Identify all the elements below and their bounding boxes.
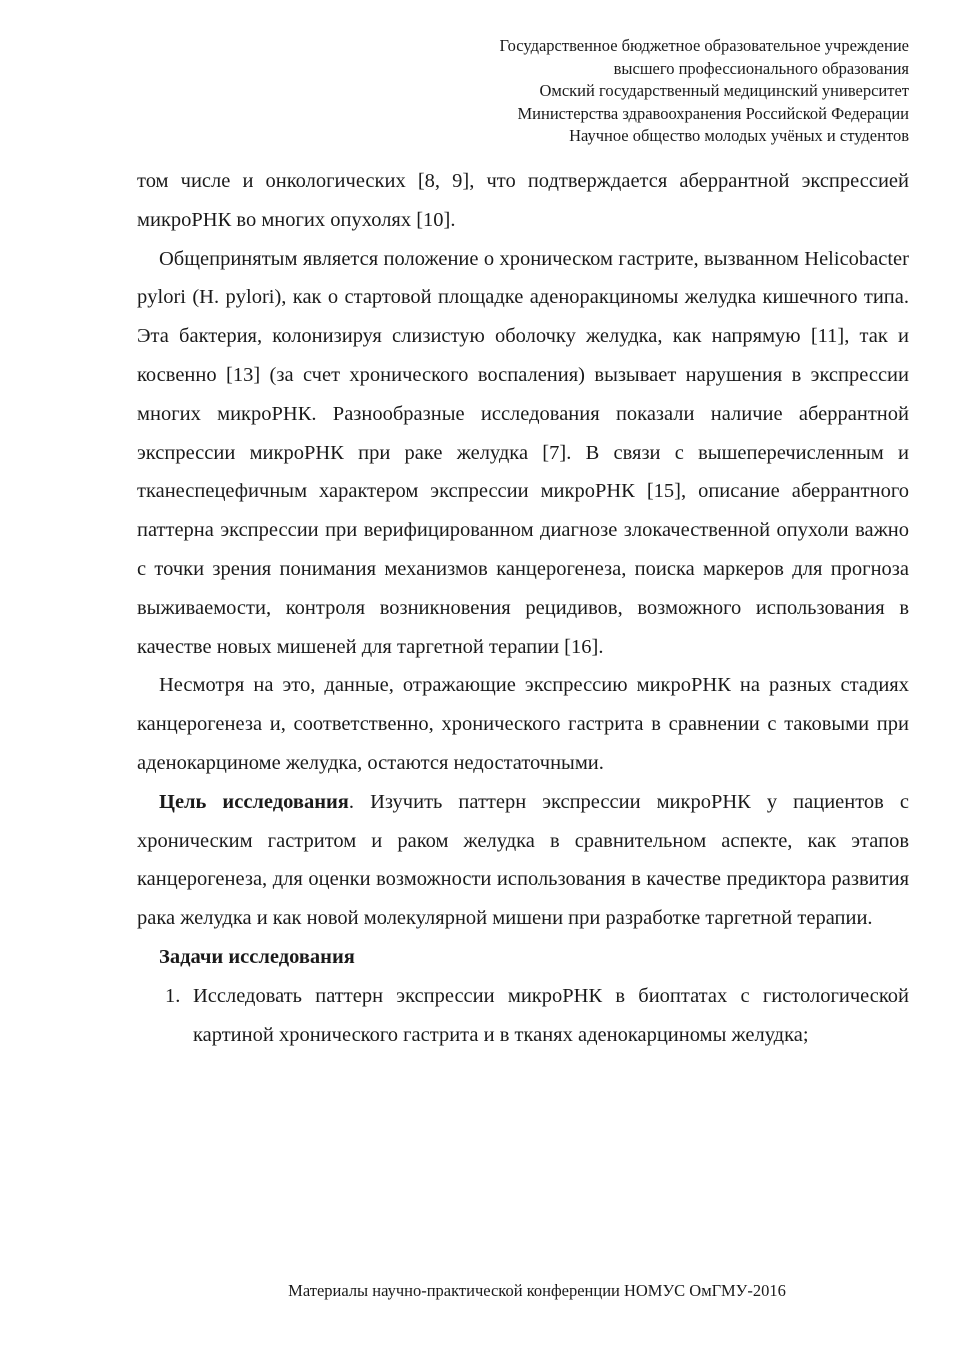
tasks-heading: Задачи исследования bbox=[159, 945, 355, 968]
paragraph-insufficient-data: Несмотря на это, данные, отражающие экспрессию микроРНК на разных стадиях канцерогенеза и, соответственно, хронического гастрита в сравнении с таковыми при аденокарциноме желудка, остаются недостаточными. bbox=[137, 674, 909, 774]
institution-header bbox=[209, 35, 909, 148]
header-line-1: Государственное бюджетное образовательное учреждение bbox=[499, 36, 909, 55]
paragraph-helicobacter: Общепринятым является положение о хроническом гастрите, вызванном Helicobacter pylori (H. pylori), как о стартовой площадке аденоракциномы желудка кишечного типа. Эта бактерия, колонизируя слизистую оболочку желудка, как напрямую [11], так и косвенно [13] (за счет хронического воспаления) вызывает нарушения в экспрессии многих микроРНК. Разнообразные исследования показали наличие аберрантной экспрессии микроРНК при раке желудка [7]. В связи с вышеперечисленным и тканеспецефичным характером экспрессии микроРНК [15], описание аберрантного паттерна экспрессии при верифицированном диагнозе злокачественной опухоли важно с точки зрения понимания механизмов канцерогенеза, поиска маркеров для прогноза выживаемости, контроля возникновения рецидивов, возможного использования в качестве новых мишеней для таргетной терапии [16]. bbox=[137, 247, 909, 658]
conference-footer: Материалы научно-практической конференции НОМУС ОмГМУ-2016 bbox=[288, 1281, 786, 1300]
task-number: 1. bbox=[165, 984, 181, 1007]
header-line-4: Министерства здравоохранения Российской Федерации bbox=[517, 103, 909, 123]
aim-text: . Изучить паттерн экспрессии микроРНК у пациентов с хроническим гастритом и раком желудка в сравнительном аспекте, как этапов канцерогенеза, для оценки возможности использования в качестве предиктора развития рака желудка и как новой молекулярной мишени при разработке таргетной терапии. bbox=[137, 790, 909, 930]
tasks-list bbox=[137, 977, 909, 1055]
header-line-5: Научное общество молодых учёных и студентов bbox=[569, 126, 909, 145]
header-line-2: высшего профессионального образования bbox=[613, 58, 909, 78]
article-body bbox=[137, 162, 909, 1054]
paragraph-continuation: том числе и онкологических [8, 9], что подтверждается аберрантной экспрессией микроРНК во многих опухолях [10]. bbox=[137, 170, 909, 231]
header-line-3: Омский государственный медицинский университет bbox=[539, 81, 909, 100]
aim-label: Цель исследования bbox=[159, 790, 349, 813]
paragraph-aim bbox=[137, 783, 909, 938]
task-text: Исследовать паттерн экспрессии микроРНК в биоптатах с гистологической картиной хронического гастрита и в тканях аденокарциномы желудка; bbox=[193, 984, 909, 1046]
list-item bbox=[165, 977, 909, 1055]
